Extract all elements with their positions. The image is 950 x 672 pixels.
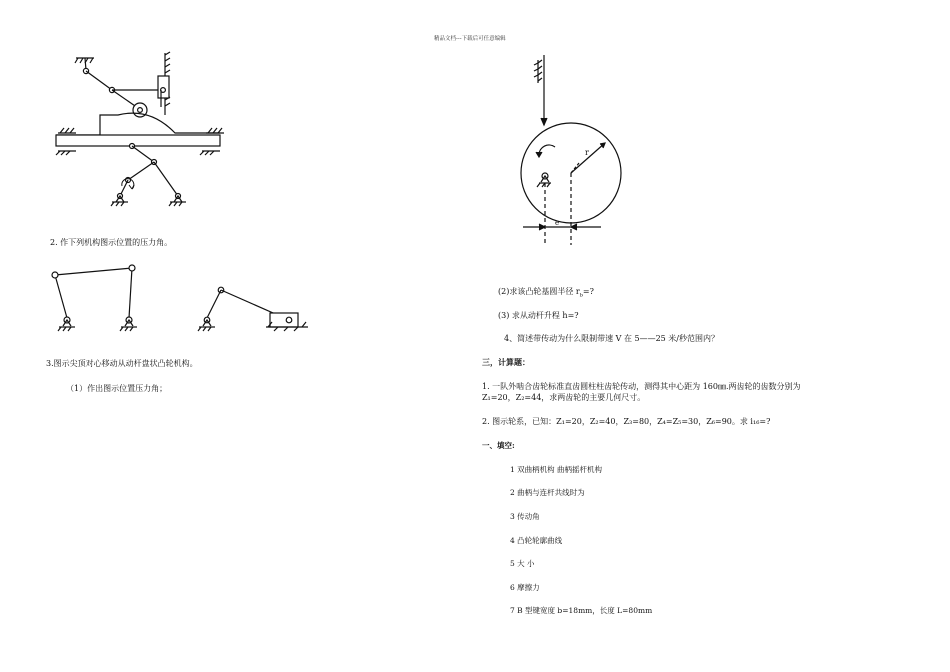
- cam-figure: [515, 55, 645, 255]
- calc-problem-2: 2. 图示轮系，已知：Z₁=20，Z₂=40，Z₃=80，Z₄=Z₅=30，Z₆=90。求 i₁₆=?: [482, 417, 771, 426]
- mechanism-figure-1: [50, 45, 230, 215]
- section-fill-heading: 一、填空:: [482, 441, 515, 450]
- question-4: 4、简述带传动为什么限制带速 V 在 5——25 米/秒范围内？: [504, 334, 720, 343]
- offset-e-label: e: [555, 219, 560, 227]
- answer-item: 4 凸轮轮廓曲线: [510, 536, 563, 545]
- header-note: 精品文档---下载后可任意编辑: [434, 36, 506, 42]
- question-3-part-1: （1）作出图示位置压力角；: [66, 384, 168, 393]
- four-bar-linkage-figure: [48, 260, 148, 335]
- question-3-part-2: [498, 286, 594, 299]
- question-3: 3.图示尖顶对心移动从动杆盘状凸轮机构。: [46, 359, 198, 368]
- question-3-part-3: (3) 求从动杆升程 h=?: [498, 311, 579, 320]
- section-calc-heading: 三，计算题：: [482, 357, 530, 367]
- answer-item: 5 大 小: [510, 559, 535, 568]
- question-3-part-2-sub: b: [579, 292, 583, 299]
- calc-problem-1-line1: 1. 一队外啮合齿轮标准直齿圆柱柱齿轮传动，测得其中心距为 160㎜.两齿轮的齿数分别为: [482, 382, 801, 391]
- answer-item: 2 曲柄与连杆共线时为: [510, 488, 585, 497]
- cam-radius-label: r: [585, 148, 589, 157]
- answer-item: 6 摩擦力: [510, 583, 540, 592]
- calc-problem-1-line2: Z₁=20，Z₂=44，求两齿轮的主要几何尺寸。: [482, 393, 646, 402]
- answer-item: 7 B 型键宽度 b=18mm，长度 L=80mm: [510, 606, 653, 615]
- answer-item: 3 传动角: [510, 512, 540, 521]
- answer-item: 1 双曲柄机构 曲柄摇杆机构: [510, 465, 603, 474]
- question-3-part-2-tail: =?: [582, 287, 594, 296]
- slider-crank-figure: [196, 280, 316, 335]
- question-2: 2. 作下列机构图示位置的压力角。: [50, 238, 173, 247]
- question-3-part-2-text: (2)求该凸轮基圆半径 r: [498, 287, 580, 296]
